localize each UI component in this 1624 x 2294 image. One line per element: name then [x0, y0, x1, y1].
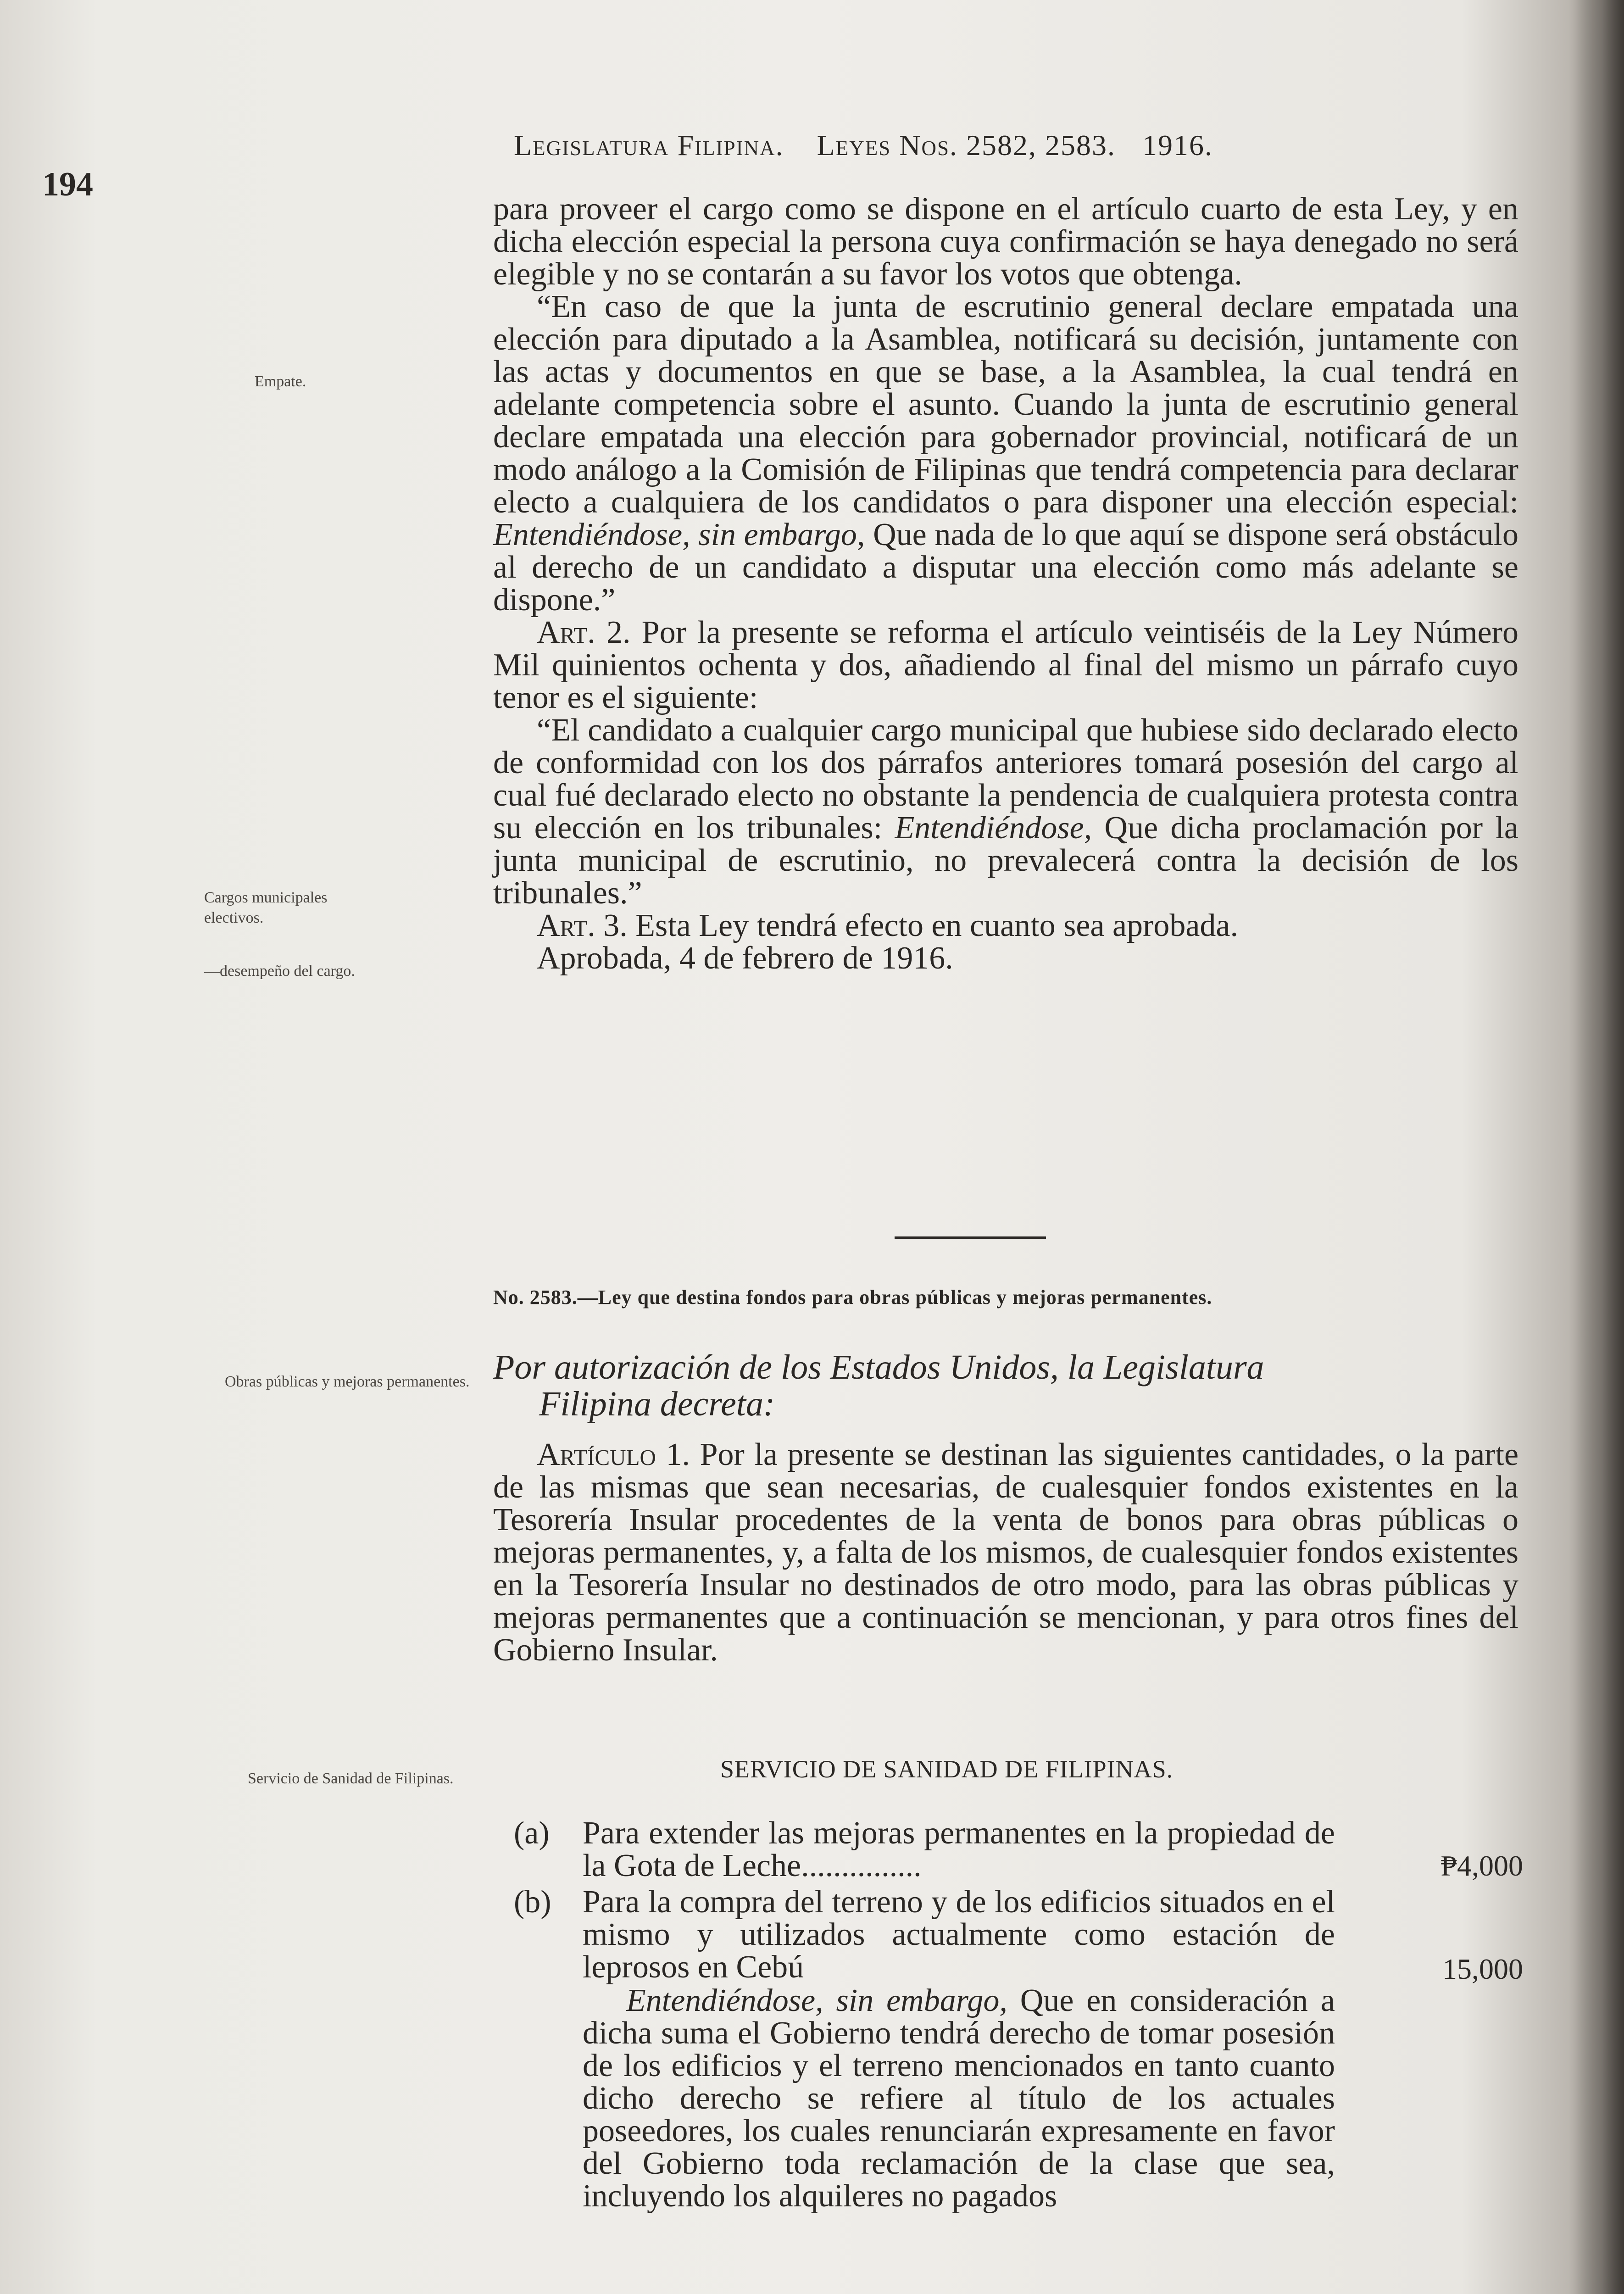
- section-heading: SERVICIO DE SANIDAD DE FILIPINAS.: [720, 1755, 1174, 1783]
- margin-note-desempeno: —desempeño del cargo.: [204, 963, 355, 980]
- header-publisher: Legislatura Filipina.: [514, 129, 784, 161]
- item-b-proviso: Entendiéndose, sin embargo, Que en consideración a dicha suma el Gobierno tendrá derecho de tomar posesión de los edificios y el terreno mencionados en tanto cuanto dicho derecho se refiere al título de los actuales poseedores, los cuales renunciarán expresamente en favor del Gobierno toda reclamación de la clase que sea, incluyendo los alquileres no pagados: [583, 1983, 1335, 2214]
- binding-shadow: [1569, 0, 1624, 2294]
- margin-note-servicio: Servicio de Sanidad de Filipinas.: [248, 1770, 454, 1787]
- article-3: Art. 3. Esta Ley tendrá efecto en cuanto sea aprobada.: [537, 908, 1238, 943]
- article-2: Art. 2. Por la presente se reforma el artículo veintiséis de la Ley Número Mil quinientos ochenta y dos, añadiendo al final del mismo un párrafo cuyo tenor es el siguiente:: [493, 615, 1518, 715]
- paragraph-3: “El candidato a cualquier cargo municipal que hubiese sido declarado electo de conformidad con los dos párrafos anteriores tomará posesión del cargo al cual fué declarado electo no obstante la pendencia de cualquiera protesta contra su elección en los tribunales: Entendiéndose, Que dicha proclamación por la junta municipal de escrutinio, no prevalecerá contra la decisión de los tribunales.”: [493, 713, 1518, 911]
- header-year: 1916.: [1142, 129, 1213, 161]
- law-2583-article-1: Artículo 1. Por la presente se destinan las siguientes cantidades, o la parte de las mismas que sean necesarias, de cualesquier fondos existentes en la Tesorería Insular procedentes de la venta de bonos para obras públicas o mejoras permanentes, y, a falta de los mismos, de cualesquier fondos existentes en la Tesorería Insular no destinados de otro modo, para las obras públicas y mejoras permanentes que a continuación se mencionan, y para otros fines del Gobierno Insular.: [493, 1437, 1519, 1668]
- paragraph-1: para proveer el cargo como se dispone en el artículo cuarto de esta Ley, y en dicha elección especial la persona cuya confirmación se haya denegado no será elegible y no se contarán a su favor los votos que obtenga.: [493, 191, 1518, 292]
- margin-note-empate: Empate.: [255, 373, 306, 390]
- law-2582-body: [493, 193, 1518, 974]
- approval-date: Aprobada, 4 de febrero de 1916.: [537, 941, 953, 976]
- margin-note-cargos: Cargos municipales electivos.: [204, 889, 328, 926]
- item-a-label: (a): [514, 1815, 550, 1851]
- section-divider: [895, 1236, 1046, 1239]
- item-a-text: Para extender las mejoras permanentes en la propiedad de la Gota de Leche...............: [583, 1815, 1335, 1883]
- law-2583-title: No. 2583.—Ley que destina fondos para obras públicas y mejoras permanentes.: [493, 1286, 1212, 1308]
- item-a-amount: ₱4,000: [1440, 1849, 1523, 1882]
- item-b-label: (b): [514, 1884, 551, 1920]
- paragraph-2: “En caso de que la junta de escrutinio general declare empatada una elección para diputado a la Asamblea, notificará su decisión, juntamente con las actas y documentos en que se base, a la Asamblea, la cual tendrá en adelante competencia sobre el asunto. Cuando la junta de escrutinio general declare empatada una elección para gobernador provincial, notificará de un modo análogo a la Comisión de Filipinas que tendrá competencia para declarar electo a cualquiera de los candidatos o para disponer una elección especial: Entendiéndose, sin embargo, Que nada de lo que aquí se dispone será obstáculo al derecho de un candidato a disputar una elección como más adelante se dispone.”: [493, 289, 1519, 618]
- running-header: [514, 128, 1486, 162]
- margin-note-obras: Obras públicas y mejoras permanentes.: [225, 1373, 470, 1390]
- enacting-clause: Por autorización de los Estados Unidos, la Legislatura Filipina decreta:: [493, 1348, 1264, 1423]
- header-laws: Leyes Nos. 2582, 2583.: [817, 129, 1116, 161]
- item-b-text: Para la compra del terreno y de los edificios situados en el mismo y utilizados actualmente como estación de leprosos en Cebú: [583, 1884, 1335, 1985]
- page-number: 194: [42, 166, 93, 203]
- item-b-amount: 15,000: [1442, 1953, 1523, 1985]
